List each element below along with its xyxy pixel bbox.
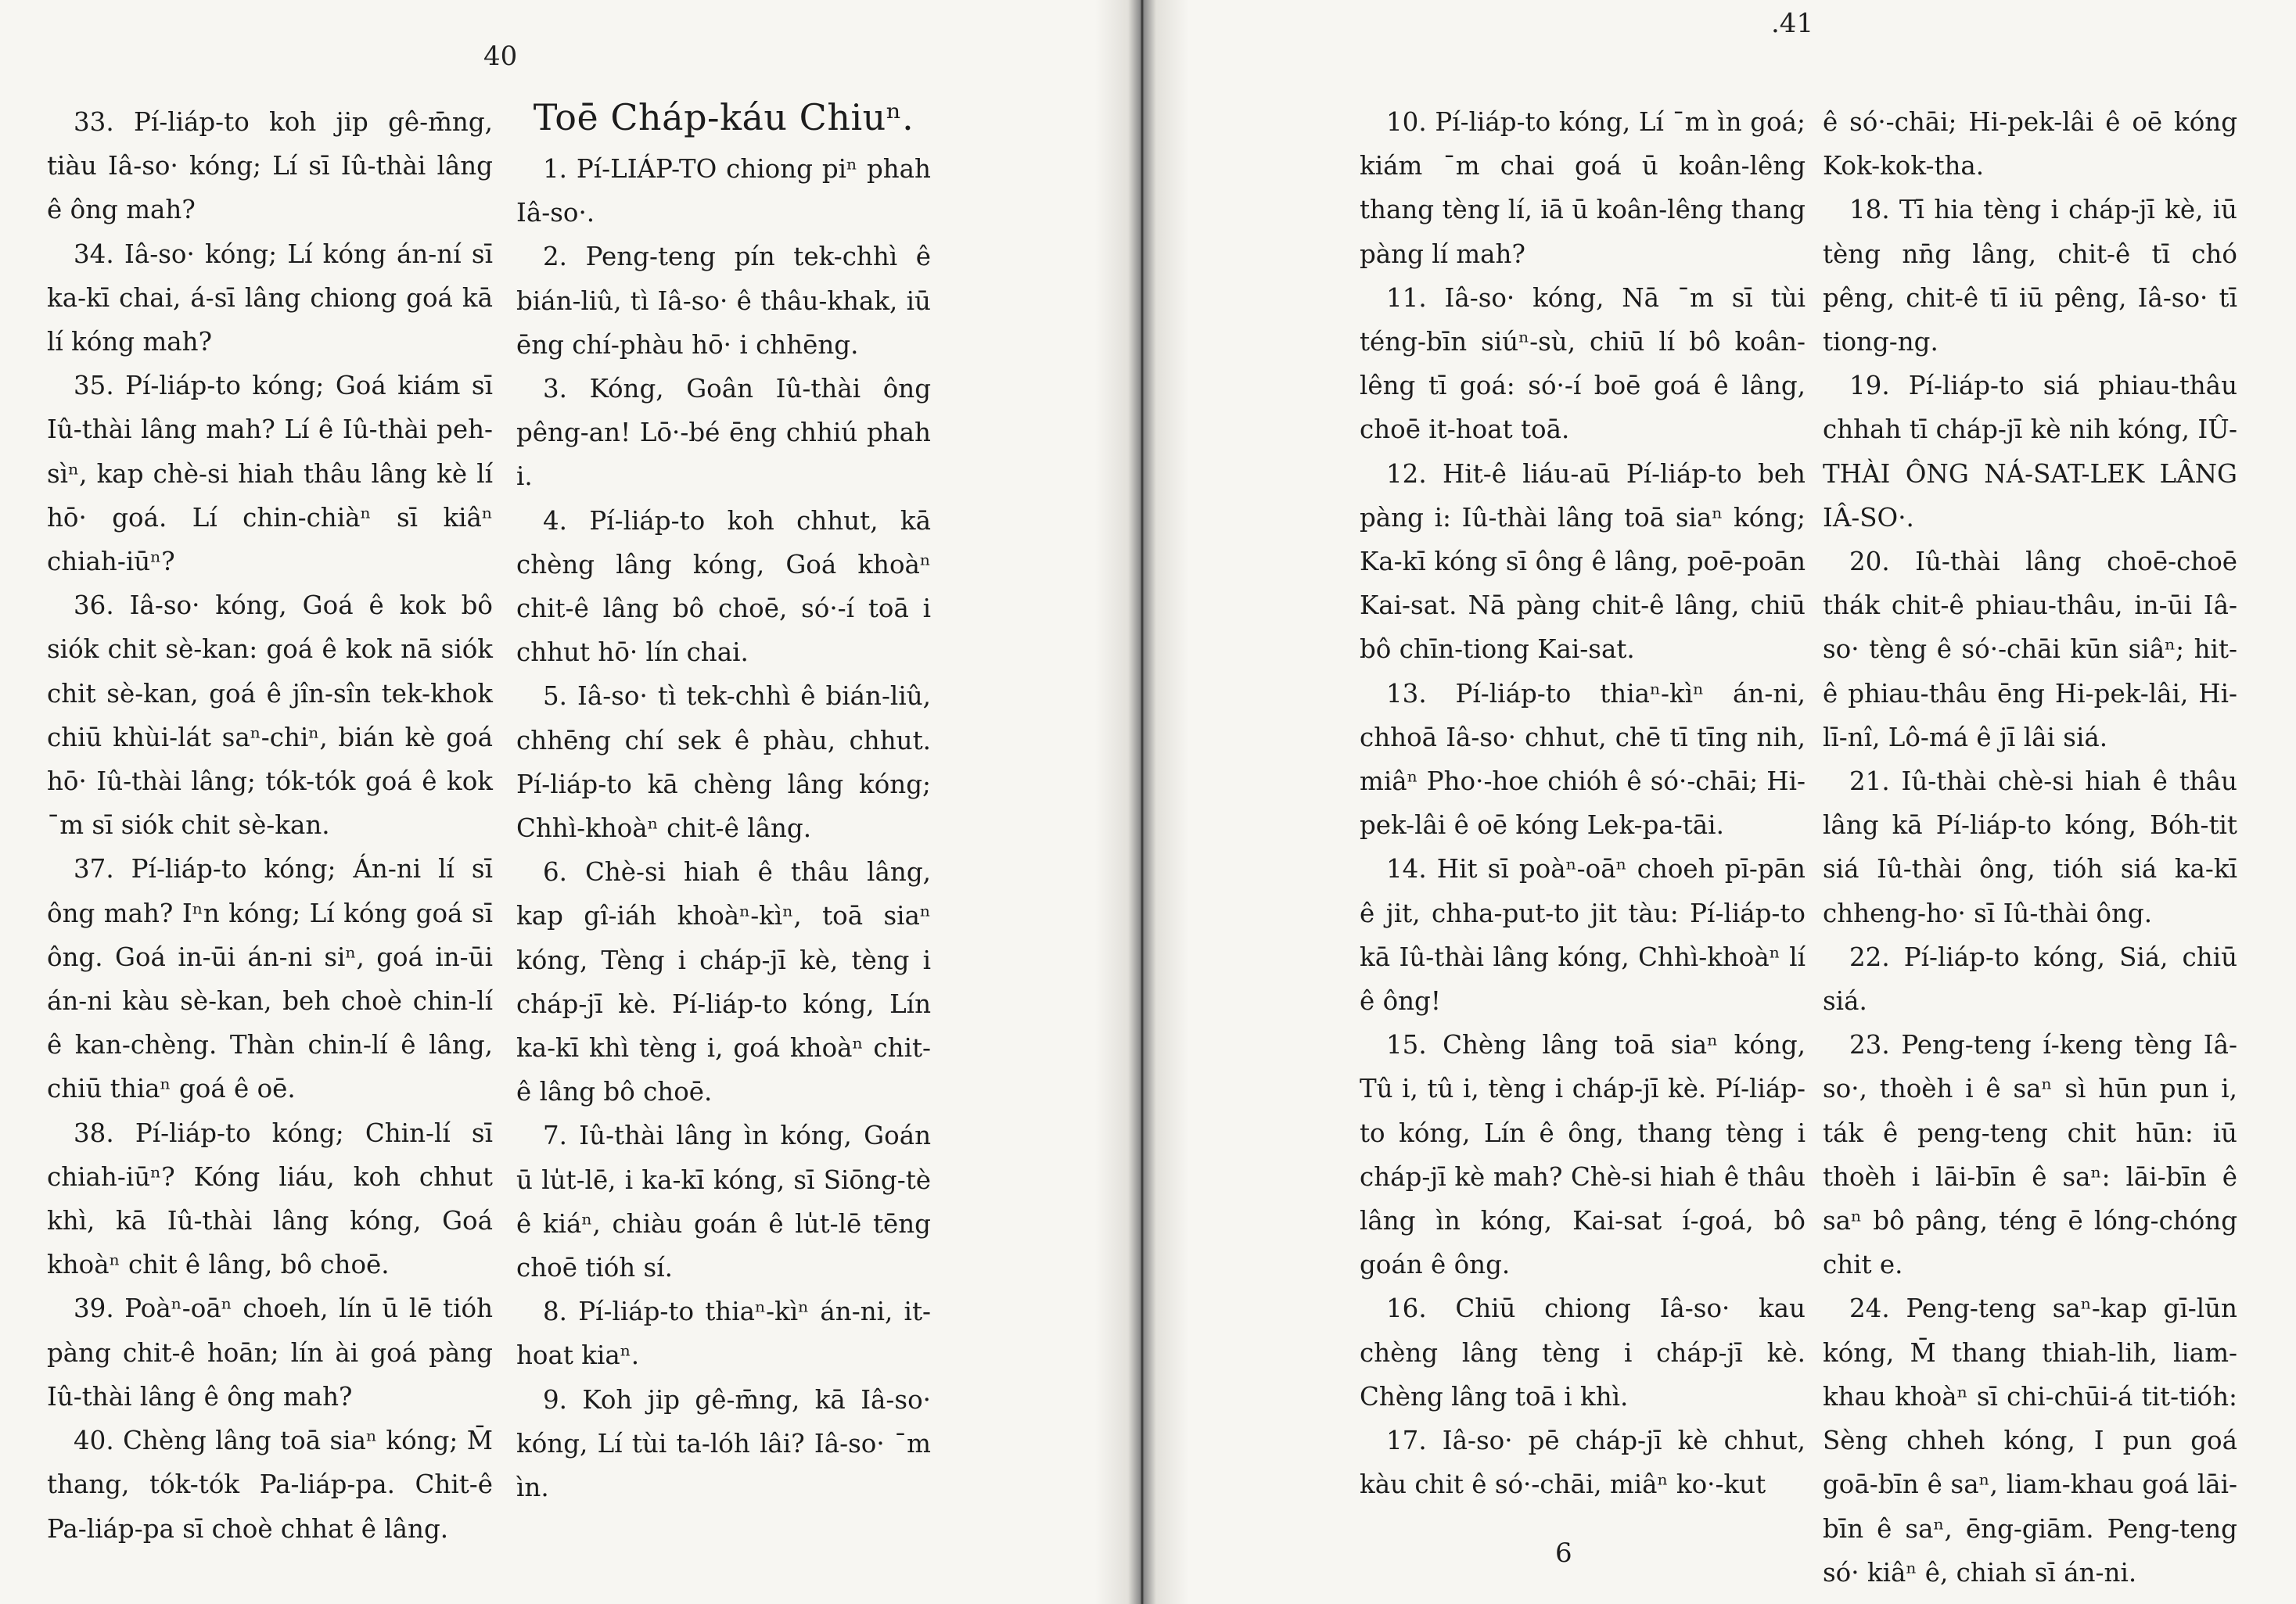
verse-paragraph: 39. Poàⁿ-oāⁿ choeh, lín ū lē tióh pàng chit-ê hoān; lín ài goá pàng Iû-thài lâng ê ông mah? (47, 1294, 493, 1412)
page-number-right: .41 (1771, 8, 1814, 39)
verse-paragraph: 7. Iû-thài lâng ìn kóng, Goán ū lu̍t-lē, i ka-kī kóng, sī Siōng-tè ê kiáⁿ, chiàu goán ê lu̍t-lē tēng choē tióh sí. (516, 1121, 931, 1283)
verse-paragraph: 37. Pí-liáp-to kóng; Án-ni lí sī ông mah? Iⁿn kóng; Lí kóng goá sī ông. Goá in-ūi án-ni siⁿ, goá in-ūi án-ni kàu sè-kan, beh choè chin-lí ê kan-chèng. Thàn chin-lí ê lâng, chiū thiaⁿ goá ê oē. (47, 854, 493, 1104)
verse-continuation: ê só·-chāi; Hi-pek-lâi ê oē kóng Kok-kok-tha. (1823, 107, 2237, 181)
verse-paragraph: 34. Iâ-so· kóng; Lí kóng án-ní sī ka-kī chai, á-sī lâng chiong goá kā lí kóng mah? (47, 239, 493, 357)
left-page-column-1 (47, 100, 493, 1551)
left-page-column-2 (516, 96, 931, 1509)
verse-paragraph: 36. Iâ-so· kóng, Goá ê kok bô siók chit sè-kan: goá ê kok nā siók chit sè-kan, goá ê jîn-sîn tek-khok chiū khùi-lát saⁿ-chiⁿ, bián kè goá hō· Iû-thài lâng; tók-tók goá ê kok ˉm sī siók chit sè-kan. (47, 590, 493, 841)
verse-paragraph: 12. Hit-ê liáu-aū Pí-liáp-to beh pàng i: Iû-thài lâng toā siaⁿ kóng; Ka-kī kóng sī ông ê lâng, poē-poān Kai-sat. Nā pàng chit-ê lâng, chiū bô chīn-tiong Kai-sat. (1360, 458, 1806, 665)
verse-paragraph: 14. Hit sī poàⁿ-oāⁿ choeh pī-pān ê jit, chha-put-to jit tàu: Pí-liáp-to kā Iû-thài lâng kóng, Chhì-khoàⁿ lí ê ông! (1360, 854, 1806, 1017)
verse-paragraph: 20. Iû-thài lâng choē-choē thák chit-ê phiau-thâu, in-ūi Iâ-so· tèng ê só·-chāi kūn siâⁿ; hit-ê phiau-thâu ēng Hi-pek-lâi, Hi-lī-nî, Lô-má ê jī lâi siá. (1823, 547, 2237, 752)
verse-paragraph: 10. Pí-liáp-to kóng, Lí ˉm ìn goá; kiám ˉm chai goá ū koân-lêng thang tèng lí, iā ū koân-lêng thang pàng lí mah? (1360, 107, 1806, 269)
verse-paragraph: 15. Chèng lâng toā siaⁿ kóng, Tû i, tû i, tèng i cháp-jī kè. Pí-liáp-to kóng, Lín ê ông, thang tèng i cháp-jī kè mah? Chè-si hiah ê thâu lâng ìn kóng, Kai-sat í-goá, bô goán ê ông. (1360, 1030, 1806, 1280)
page-number-left: 40 (483, 41, 518, 72)
verse-paragraph: 11. Iâ-so· kóng, Nā ˉm sī tùi téng-bīn siúⁿ-sù, chiū lí bô koân-lêng tī goá: só·-í boē goá ê lâng, choē it-hoat toā. (1360, 282, 1806, 445)
verse-paragraph: 35. Pí-liáp-to kóng; Goá kiám sī Iû-thài lâng mah? Lí ê Iû-thài peh-sìⁿ, kap chè-si hiah thâu lâng kè lí hō· goá. Lí chin-chiàⁿ sī kiâⁿ chiah-iūⁿ? (47, 371, 493, 577)
verse-paragraph: 19. Pí-liáp-to siá phiau-thâu chhah tī cháp-jī kè nih kóng, IÛ-THÀI ÔNG NÁ-SAT-LEK LÂNG IÂ-SO·. (1823, 371, 2237, 533)
signature-mark: 6 (1555, 1538, 1572, 1569)
verse-paragraph: 4. Pí-liáp-to koh chhut, kā chèng lâng kóng, Goá khoàⁿ chit-ê lâng bô choē, só·-í toā i chhut hō· lín chai. (516, 505, 931, 668)
verse-paragraph: 22. Pí-liáp-to kóng, Siá, chiū siá. (1823, 942, 2237, 1017)
book-gutter (1095, 0, 1189, 1604)
verse-paragraph: 2. Peng-teng pín tek-chhì ê bián-liû, tì Iâ-so· ê thâu-khak, iū ēng chí-phàu hō· i chhēng. (516, 242, 931, 360)
verse-paragraph: 23. Peng-teng í-keng tèng Iâ-so·, thoèh i ê saⁿ sì hūn pun i, ták ê peng-teng chit hūn: iū thoèh i lāi-bīn ê saⁿ: lāi-bīn ê saⁿ bô pâng, téng ē lóng-chóng chit e. (1823, 1030, 2237, 1280)
verse-paragraph: 6. Chè-si hiah ê thâu lâng, kap gî-iáh khoàⁿ-kìⁿ, toā siaⁿ kóng, Tèng i cháp-jī kè, tèng i cháp-jī kè. Pí-liáp-to kóng, Lín ka-kī khì tèng i, goá khoàⁿ chit-ê lâng bô choē. (516, 857, 931, 1107)
verse-paragraph: 16. Chiū chiong Iâ-so· kau chèng lâng tèng i cháp-jī kè. Chèng lâng toā i khì. (1360, 1294, 1806, 1412)
verse-paragraph: 24. Peng-teng saⁿ-kap gī-lūn kóng, M̄ thang thiah-lih, liam-khau khoàⁿ sī chi-chūi-á tit-tióh: Sèng chheh kóng, I pun goá goā-bīn ê saⁿ, liam-khau goá lāi-bīn ê saⁿ, ēng-giām. Peng-teng só· kiâⁿ ê, chiah sī án-ni. (1823, 1294, 2237, 1588)
verse-paragraph: 17. Iâ-so· pē cháp-jī kè chhut, kàu chit ê só·-chāi, miâⁿ ko·-kut (1360, 1426, 1806, 1500)
verse-paragraph: 9. Koh jip gê-m̄ng, kā Iâ-so· kóng, Lí tùi ta-lóh lâi? Iâ-so· ˉm ìn. (516, 1384, 931, 1503)
verse-paragraph: 33. Pí-liáp-to koh jip gê-m̄ng, tiàu Iâ-so· kóng; Lí sī Iû-thài lâng ê ông mah? (47, 107, 493, 225)
verse-paragraph: 8. Pí-liáp-to thiaⁿ-kìⁿ án-ni, it-hoat kiaⁿ. (516, 1297, 931, 1371)
verse-paragraph: 13. Pí-liáp-to thiaⁿ-kìⁿ án-ni, chhoā Iâ-so· chhut, chē tī tīng nih, miâⁿ Pho·-hoe chióh ê só·-chāi; Hi-pek-lâi ê oē kóng Lek-pa-tāi. (1360, 678, 1806, 841)
verse-paragraph: 5. Iâ-so· tì tek-chhì ê bián-liû, chhēng chí sek ê phàu, chhut. Pí-liáp-to kā chèng lâng kóng; Chhì-khoàⁿ chit-ê lâng. (516, 681, 931, 844)
verse-paragraph: 40. Chèng lâng toā siaⁿ kóng; M̄ thang, tók-tók Pa-liáp-pa. Chit-ê Pa-liáp-pa sī choè chhat ê lâng. (47, 1426, 493, 1544)
verse-paragraph: 1. Pí-LIÁP-TO chiong piⁿ phah Iâ-so·. (516, 154, 931, 228)
verse-paragraph: 3. Kóng, Goân Iû-thài ông pêng-an! Lō·-bé ēng chhiú phah i. (516, 374, 931, 492)
right-page-column-1 (1360, 100, 1806, 1507)
verse-paragraph: 38. Pí-liáp-to kóng; Chin-lí sī chiah-iūⁿ? Kóng liáu, koh chhut khì, kā Iû-thài lâng kóng, Goá khoàⁿ chit ê lâng, bô choē. (47, 1118, 493, 1280)
chapter-title: Toē Cháp-káu Chiuⁿ. (533, 96, 914, 138)
verse-paragraph: 21. Iû-thài chè-si hiah ê thâu lâng kā Pí-liáp-to kóng, Bóh-tit siá Iû-thài ông, tióh siá ka-kī chheng-ho· sī Iû-thài ông. (1823, 766, 2237, 928)
right-page-column-2 (1823, 100, 2237, 1595)
verse-paragraph: 18. Tī hia tèng i cháp-jī kè, iū tèng nn̄g lâng, chit-ê tī chó pêng, chit-ê tī iū pêng, Iâ-so· tī tiong-ng. (1823, 195, 2237, 357)
